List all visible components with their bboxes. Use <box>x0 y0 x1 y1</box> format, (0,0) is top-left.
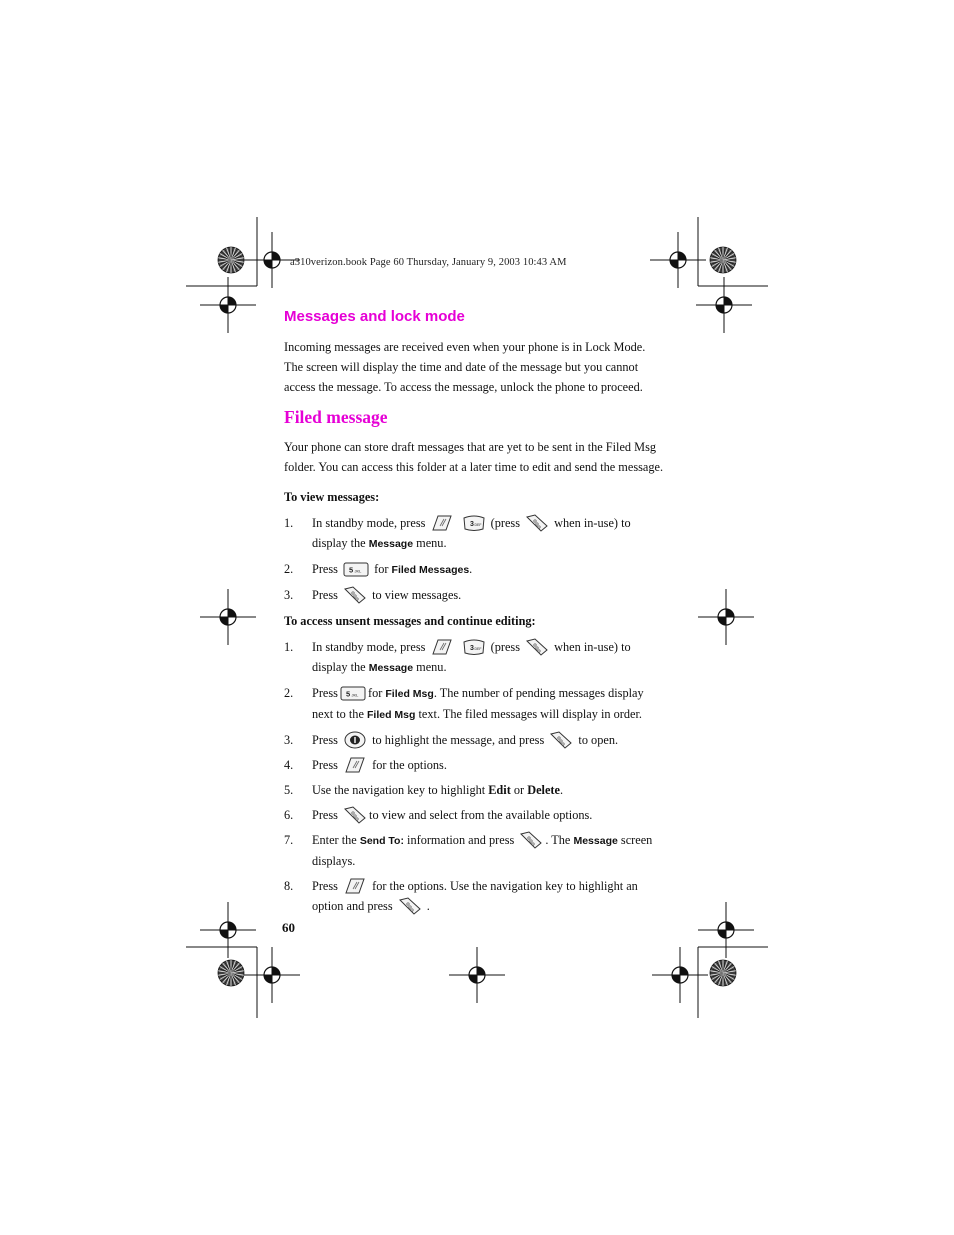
step-text: menu. <box>416 660 447 674</box>
list-item <box>284 585 664 605</box>
step-text: for <box>367 686 383 700</box>
step-text: . <box>426 899 430 913</box>
access-unsent-title: To access unsent messages and continue editing: <box>284 614 536 628</box>
three-def-key-icon <box>462 638 486 656</box>
ok-key-icon <box>398 897 422 915</box>
starburst-target-icon <box>710 247 736 273</box>
heading-messages-lock-mode: Messages and lock mode <box>284 308 465 325</box>
step-text: . The number of pending messages display next to the <box>312 686 644 721</box>
step-text: for the options. <box>372 758 447 772</box>
step-text: to highlight the message, and press <box>372 733 545 747</box>
ui-label-message: Message <box>368 538 414 550</box>
step-text: In standby mode, press <box>312 516 426 530</box>
step-number: 2. <box>284 686 294 700</box>
list-item <box>284 876 664 916</box>
filed-message-paragraph: Your phone can store draft messages that are yet to be sent in the Filed Msg folder. You can access this folder at a later time to edit and send the message. <box>284 440 664 474</box>
step-text: . The <box>545 833 571 847</box>
step-number: 5. <box>284 783 294 797</box>
ui-label-message: Message <box>573 835 618 847</box>
lock-mode-paragraph: Incoming messages are received even when your phone is in Lock Mode. The screen will display the time and date of the message but you cannot access the message. To access the message, unlock the phone to proceed. <box>284 340 646 394</box>
registration-target-icon <box>200 589 256 645</box>
step-text: Use the navigation key to highlight <box>312 783 486 797</box>
list-item <box>284 559 664 580</box>
step-number: 3. <box>284 733 294 747</box>
starburst-target-icon <box>710 960 736 986</box>
registration-target-icon <box>200 902 256 958</box>
five-jkl-key-icon <box>343 562 369 577</box>
step-text: menu. <box>416 536 447 550</box>
step-text: for <box>374 562 389 576</box>
step-text: information and press <box>407 833 515 847</box>
step-number: 2. <box>284 562 294 576</box>
five-jkl-key-icon <box>340 686 366 701</box>
step-text: (press <box>490 640 520 654</box>
menu-key-icon <box>430 514 454 532</box>
list-item <box>284 805 664 825</box>
step-text: for the options. Use the navigation key to highlight an option and press <box>312 879 638 913</box>
menu-key-icon <box>343 756 367 774</box>
step-text: to view and select from the available options. <box>369 808 593 822</box>
registration-target-icon <box>200 277 256 333</box>
navigation-key-icon <box>343 731 367 749</box>
page-content <box>284 308 664 921</box>
ui-label-filed-msg: Filed Msg <box>385 688 434 700</box>
registration-target-icon <box>652 947 708 1003</box>
step-text: Press <box>312 808 338 822</box>
view-messages-steps <box>284 513 664 605</box>
list-item <box>284 730 664 750</box>
registration-target-icon <box>449 947 505 1003</box>
step-number: 8. <box>284 879 294 893</box>
page-number: 60 <box>282 920 295 935</box>
step-text: Press <box>312 879 338 893</box>
ui-label-filed-messages: Filed Messages <box>391 564 470 576</box>
heading-filed-message: Filed message <box>284 407 388 427</box>
step-number: 3. <box>284 588 294 602</box>
ui-label-filed-msg: Filed Msg <box>367 709 416 721</box>
starburst-target-icon <box>218 960 244 986</box>
list-item <box>284 513 664 554</box>
step-text: Press <box>312 733 338 747</box>
starburst-target-icon <box>218 247 244 273</box>
view-messages-title: To view messages: <box>284 490 380 504</box>
step-number: 7. <box>284 833 294 847</box>
registration-target-icon <box>696 277 752 333</box>
step-text: text. The filed messages will display in order. <box>418 707 642 721</box>
step-text: Press <box>312 562 338 576</box>
step-text: . <box>559 783 564 797</box>
step-text: . <box>469 562 473 576</box>
step-number: 1. <box>284 640 294 654</box>
ok-key-icon <box>343 806 367 824</box>
ui-label-send-to: Send To: <box>359 835 404 847</box>
registration-target-icon <box>698 902 754 958</box>
three-def-key-icon <box>462 514 486 532</box>
step-text: Press <box>312 758 338 772</box>
access-unsent-steps <box>284 637 664 916</box>
step-text: Press <box>312 686 338 700</box>
menu-key-icon <box>343 877 367 895</box>
ui-label-message: Message <box>368 662 414 674</box>
step-text: (press <box>490 516 520 530</box>
step-number: 4. <box>284 758 294 772</box>
step-text: Enter the <box>312 833 357 847</box>
step-text: when in-use) to display the <box>312 516 631 550</box>
step-text: screen displays. <box>312 833 653 868</box>
option-edit: Edit <box>488 783 511 797</box>
option-delete: Delete <box>527 783 560 797</box>
ok-key-icon <box>549 731 573 749</box>
menu-key-icon <box>430 638 454 656</box>
step-text: Press <box>312 588 338 602</box>
registration-target-icon <box>244 947 300 1003</box>
step-number: 6. <box>284 808 294 822</box>
ok-key-icon <box>525 514 549 532</box>
book-header-line: a310verizon.book Page 60 Thursday, January 9, 2003 10:43 AM <box>290 257 567 268</box>
list-item <box>284 780 664 800</box>
step-text: In standby mode, press <box>312 640 426 654</box>
registration-target-icon <box>698 589 754 645</box>
list-item <box>284 755 664 775</box>
list-item <box>284 637 664 678</box>
list-item <box>284 683 664 725</box>
step-text: to open. <box>578 733 619 747</box>
step-number: 1. <box>284 516 294 530</box>
step-text: or <box>513 783 525 797</box>
step-text: when in-use) to display the <box>312 640 631 674</box>
ok-key-icon <box>519 831 543 849</box>
list-item <box>284 830 664 871</box>
ok-key-icon <box>525 638 549 656</box>
step-text: to view messages. <box>372 588 462 602</box>
ok-key-icon <box>343 586 367 604</box>
